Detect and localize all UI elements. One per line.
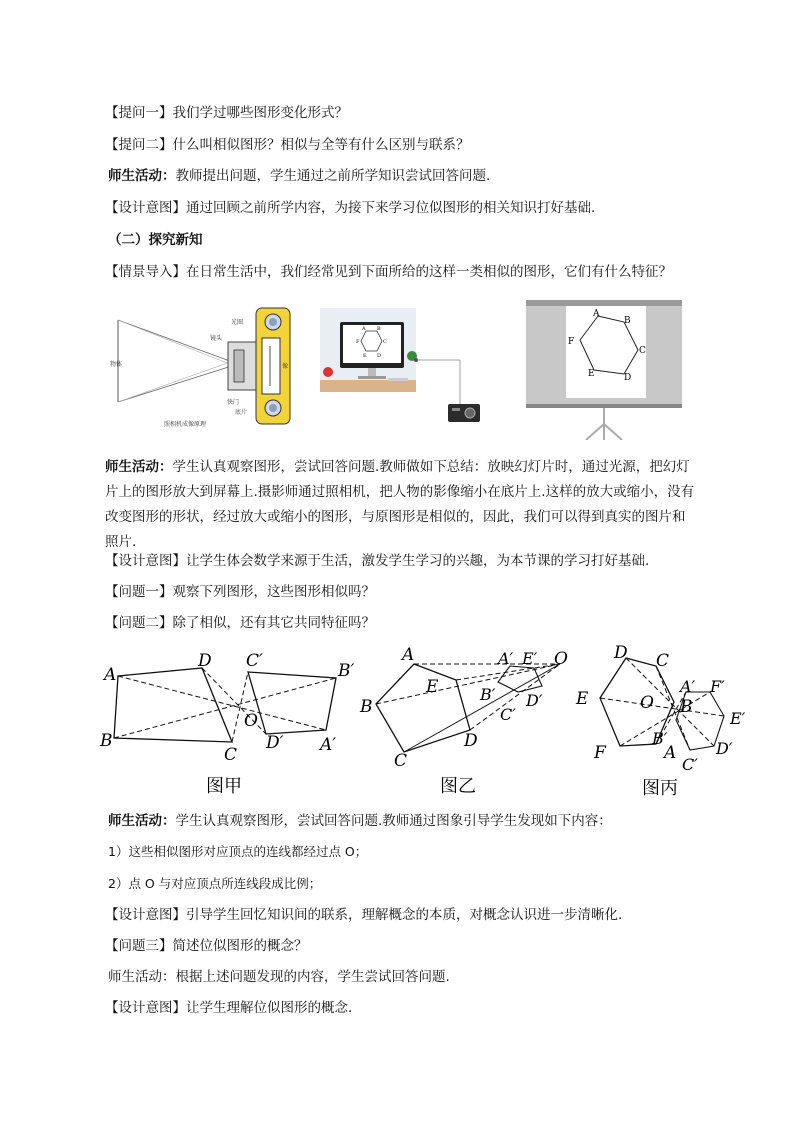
figure-jia	[96, 642, 370, 802]
bing-label-d1: D′	[716, 739, 733, 758]
yi-label-c: C	[394, 751, 408, 771]
camera-caption: 照相机成像原理	[164, 421, 207, 428]
jia-label-b1: B′	[338, 661, 355, 681]
camera-label-aperture: 光圈	[231, 319, 244, 326]
jia-label-a1: A′	[320, 735, 337, 755]
section-heading: （二）探究新知	[108, 232, 203, 248]
jia-label-d1: D′	[266, 733, 284, 753]
yi-label-d1: D′	[526, 691, 543, 710]
bing-label-f: F	[594, 743, 606, 763]
intent-3: 【设计意图】引导学生回忆知识间的联系，理解概念的本质，对概念认识进一步清晰化.	[105, 907, 623, 923]
jia-label-o: O	[244, 711, 258, 731]
yi-caption: 图乙	[440, 776, 476, 797]
bing-label-f1: F′	[710, 677, 725, 696]
yi-label-b: B	[360, 697, 373, 717]
screen-label-a: A	[593, 309, 600, 319]
monitor-label-e: E	[363, 353, 367, 359]
bing-caption: 图丙	[642, 778, 678, 799]
bing-label-d: D	[614, 643, 628, 663]
jia-label-d: D	[198, 651, 212, 671]
activity-4: 师生活动：根据上述问题发现的内容，学生尝试回答问题.	[108, 969, 450, 985]
yi-label-e: E	[426, 677, 439, 697]
monitor-label-f: F	[356, 339, 360, 345]
yi-label-o: O	[554, 649, 568, 669]
jia-label-c1: C′	[246, 651, 263, 671]
jia-label-b: B	[100, 731, 113, 751]
bing-label-a: A	[664, 743, 677, 763]
screen-label-f: F	[568, 337, 575, 347]
intent-2: 【设计意图】让学生体会数学来源于生活，激发学生学习的兴趣，为本节课的学习打好基础.	[105, 553, 650, 569]
jia-label-c: C	[224, 745, 238, 765]
problem-2: 【问题二】除了相似，还有其它共同特征吗？	[105, 615, 375, 631]
yi-label-e1: E′	[522, 649, 538, 668]
camera-label-lens: 镜头	[210, 335, 223, 342]
screen-label-d: D	[624, 373, 632, 383]
activity-3: 师生活动：学生认真观察图形，尝试回答问题.教师通过图象引导学生发现如下内容：	[108, 813, 612, 829]
monitor-label-a: A	[362, 326, 366, 332]
bing-label-o: O	[640, 693, 654, 713]
problem-3: 【问题三】简述位似图形的概念？	[105, 938, 308, 954]
camera-label-film: 底片	[235, 409, 248, 416]
question-2: 【提问二】什么叫相似图形？相似与全等有什么区别与联系？	[105, 137, 470, 153]
yi-label-d: D	[464, 731, 478, 751]
yi-label-a: A	[402, 645, 415, 665]
question-1: 【提问一】我们学过哪些图形变化形式？	[105, 105, 348, 121]
camera-label-object: 物体	[110, 361, 123, 368]
monitor-label-b: B	[377, 326, 381, 332]
bing-label-e: E	[576, 689, 589, 709]
monitor-label-c: C	[383, 339, 387, 345]
screen-label-c: C	[639, 346, 646, 356]
monitor-projector-figure	[320, 308, 520, 433]
bing-label-b: B	[680, 697, 693, 717]
screen-label-b: B	[624, 316, 631, 326]
jia-label-a: A	[104, 665, 117, 685]
intent-4: 【设计意图】让学生理解位似图形的概念.	[105, 1000, 353, 1016]
projection-screen-figure	[524, 296, 684, 440]
finding-1: 1）这些相似图形对应顶点的连线都经过点 O；	[108, 844, 368, 859]
finding-2: 2）点 O 与对应顶点所连线段成比例；	[108, 876, 322, 891]
bing-label-b1: B′	[652, 729, 668, 748]
camera-label-image: 像	[282, 363, 289, 370]
activity-1: 师生活动：教师提出问题，学生通过之前所学知识尝试回答问题.	[108, 168, 491, 184]
screen-label-e: E	[588, 369, 595, 379]
figure-bing	[572, 636, 772, 802]
yi-label-b1: B′	[480, 685, 496, 704]
activity-2: 师生活动：学生认真观察图形，尝试回答问题.教师做如下总结：放映幻灯片时，通过光源，把幻灯片上的图形放大到屏幕上.摄影师通过照相机，把人物的影像缩小在底片上.这样的放大或缩小，没有改变图形的形状，经过放大或缩小的图形，与原图形是相似的，因此，我们可以得到真实的图片和照片.	[105, 459, 695, 550]
bing-label-a1: A′	[680, 677, 696, 696]
monitor-label-d: D	[377, 353, 382, 359]
bing-label-c: C	[656, 651, 670, 671]
intent-1: 【设计意图】通过回顾之前所学内容，为接下来学习位似图形的相关知识打好基础.	[105, 200, 596, 216]
yi-label-a1: A′	[498, 649, 514, 668]
bing-label-e1: E′	[730, 709, 746, 728]
scene-intro: 【情景导入】在日常生活中，我们经常见到下面所给的这样一类相似的图形，它们有什么特征？	[105, 264, 672, 280]
yi-label-c1: C′	[500, 705, 516, 724]
camera-principle-figure	[110, 302, 292, 430]
bing-label-c1: C′	[682, 755, 698, 774]
camera-label-shutter: 快门	[227, 399, 240, 406]
figure-yi	[356, 642, 586, 802]
problem-1: 【问题一】观察下列图形，这些图形相似吗？	[105, 584, 375, 600]
jia-caption: 图甲	[206, 776, 242, 797]
